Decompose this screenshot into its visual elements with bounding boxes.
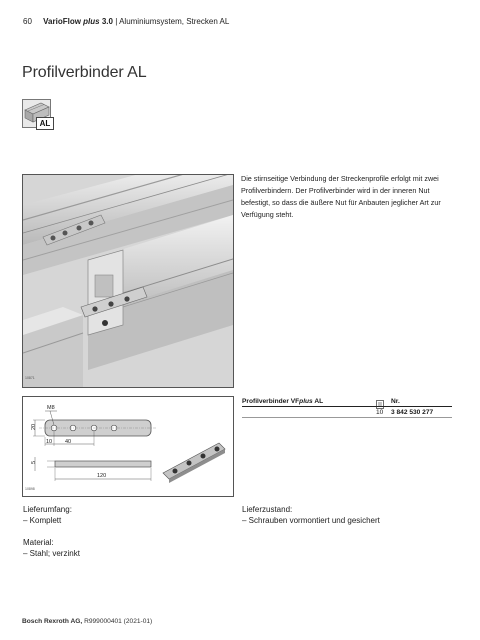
table-qty: 10 [376, 409, 384, 416]
table-nr-header: Nr. [391, 398, 400, 405]
page-title: Profilverbinder AL [22, 64, 147, 81]
dim-thickness: 5 [31, 460, 37, 464]
dim-edge: 10 [46, 439, 53, 445]
dim-length: 120 [97, 473, 107, 479]
package-icon [376, 396, 384, 405]
table-rule-bottom [242, 417, 452, 418]
icon-label: AL [36, 117, 54, 130]
product-description: Die stirnseitige Verbindung der Streckenprofile erfolgt mit zwei Profilverbindern. Der Profilverbinder wird in der inneren Nut befestigt, so dass die äußere Nut für Anbauten jeglicher Art zur Verfügung steht. [241, 174, 441, 219]
photo-code: 10871 [25, 376, 35, 380]
header-separator: | [115, 17, 118, 26]
delivery-item: – Schrauben vormontiert und gesichert [242, 516, 380, 525]
dim-pitch: 40 [65, 439, 72, 445]
delivery-heading: Lieferzustand: [242, 505, 293, 514]
scope-item: – Komplett [23, 516, 62, 525]
drawing-code: 10898 [25, 487, 35, 491]
scope-heading: Lieferumfang: [23, 505, 72, 514]
header-section: Aluminiumsystem, Strecken AL [119, 17, 230, 26]
table-rule [242, 406, 452, 407]
plate-side-view [55, 461, 151, 467]
material-item: – Stahl; verzinkt [23, 549, 80, 558]
brand-name: VarioFlow plus 3.0 [43, 17, 113, 26]
technical-drawing [22, 396, 234, 497]
dim-height: 20 [31, 423, 37, 430]
material-heading: Material: [23, 538, 54, 547]
page-header [23, 17, 229, 26]
page-number: 60 [23, 17, 32, 26]
table-product-name: Profilverbinder VFplus AL [242, 398, 324, 405]
page-footer: Bosch Rexroth AG, R999000401 (2021-01) [22, 618, 153, 625]
dim-thread: M8 [47, 405, 55, 411]
table-part-number: 3 842 530 277 [391, 409, 434, 416]
product-photo [22, 174, 234, 388]
